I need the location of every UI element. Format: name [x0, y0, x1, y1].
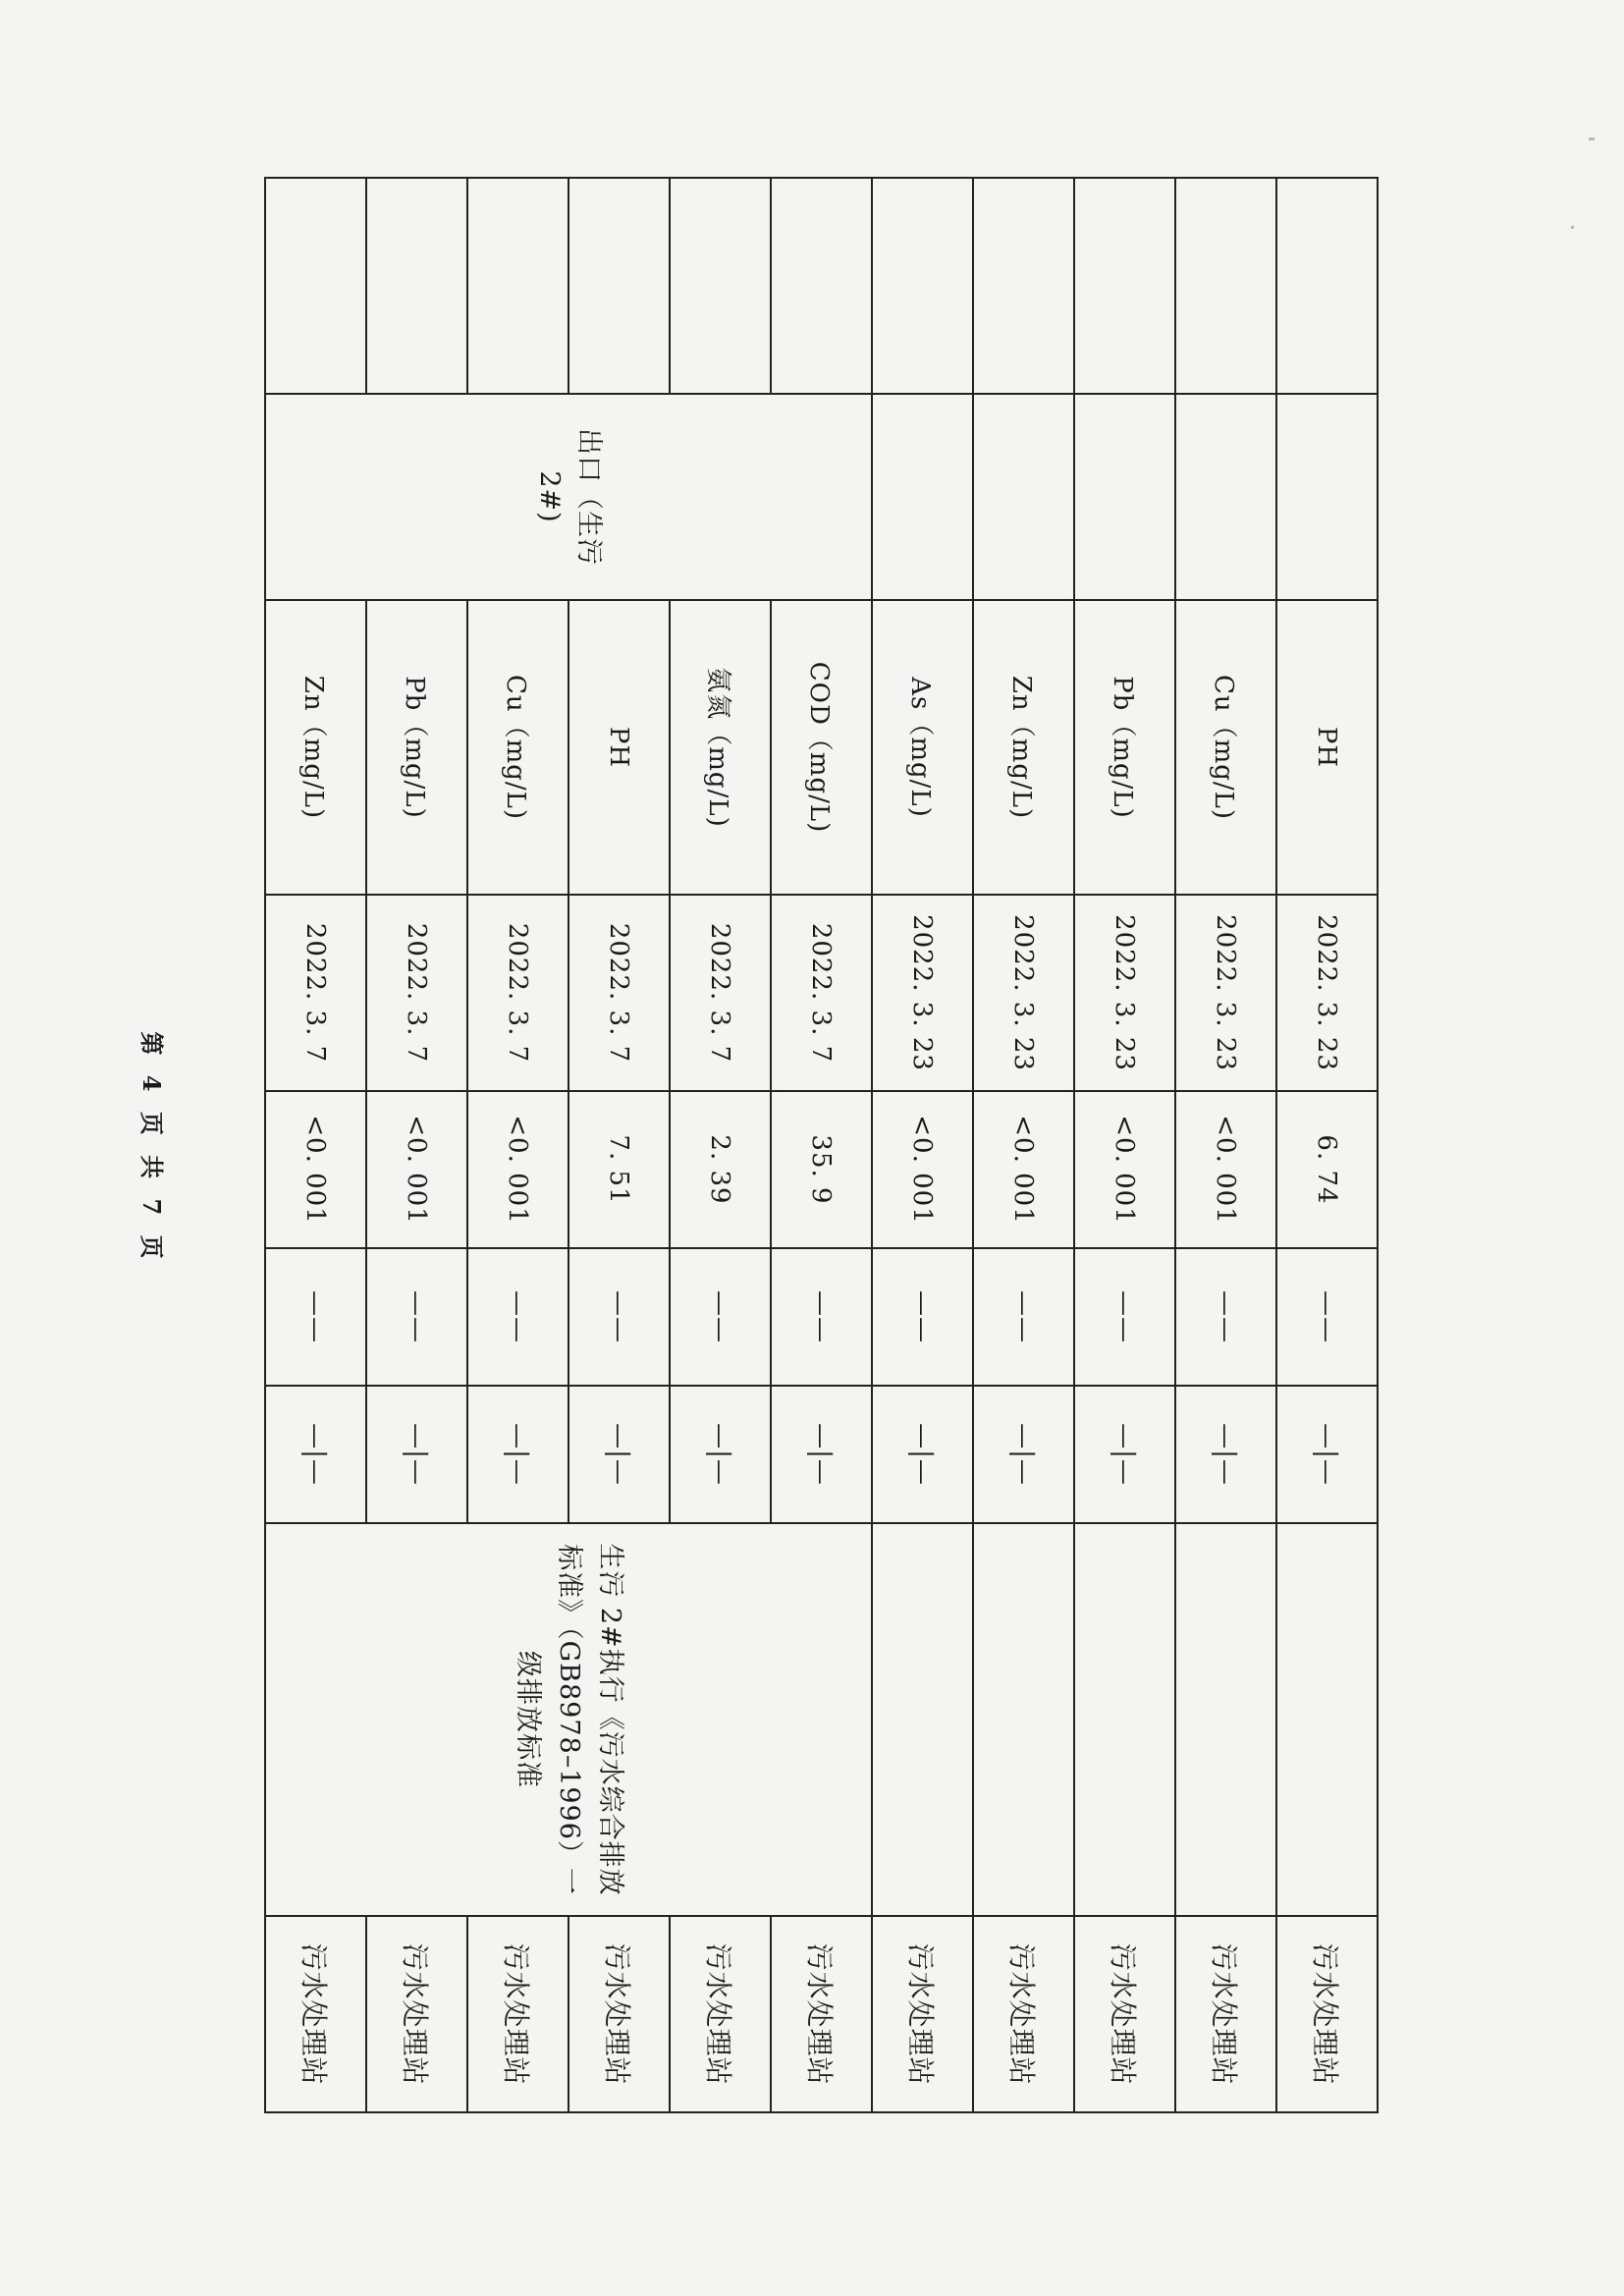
table-row [872, 178, 973, 2112]
ghost-cell [265, 178, 366, 394]
ghost-cell [771, 178, 872, 394]
dash-cell: —— [872, 1248, 973, 1386]
site-cell: 污水处理站 [872, 1916, 973, 2112]
result-value: <0. 001 [872, 1091, 973, 1248]
ghost-cell [1074, 394, 1175, 600]
site-cell: 污水处理站 [366, 1916, 467, 2112]
ghost-cell [872, 178, 973, 394]
sampling-date: 2022. 3. 7 [771, 895, 872, 1091]
site-cell: 污水处理站 [973, 1916, 1074, 2112]
monitoring-table [264, 177, 1379, 2113]
test-item: 氨氮（mg/L) [670, 600, 771, 895]
standard-text: 生污 2#执行《污水综合排放标准》（GB8978–1996）一级排放标准 [265, 1523, 872, 1916]
dash-cell: —|— [265, 1386, 366, 1523]
result-value: <0. 001 [467, 1091, 568, 1248]
sampling-location: 出口（生污2#) [265, 394, 872, 600]
result-value: 6. 74 [1276, 1091, 1378, 1248]
ghost-cell [973, 1523, 1074, 1916]
test-item: Zn（mg/L) [265, 600, 366, 895]
scan-speck [1571, 226, 1574, 229]
result-value: <0. 001 [973, 1091, 1074, 1248]
result-value: 35. 9 [771, 1091, 872, 1248]
dash-cell: —|— [1175, 1386, 1276, 1523]
page-number: 第 4 页 共 7 页 [137, 1031, 166, 1265]
dash-cell: —|— [670, 1386, 771, 1523]
ghost-cell [1074, 178, 1175, 394]
result-value: <0. 001 [1074, 1091, 1175, 1248]
scan-speck [1589, 137, 1595, 140]
ghost-cell [872, 1523, 973, 1916]
sampling-date: 2022. 3. 23 [872, 895, 973, 1091]
result-value: 7. 51 [568, 1091, 670, 1248]
sampling-date: 2022. 3. 23 [973, 895, 1074, 1091]
sampling-date: 2022. 3. 23 [1276, 895, 1378, 1091]
dash-cell: —|— [973, 1386, 1074, 1523]
ghost-cell [1276, 394, 1378, 600]
test-item: Cu（mg/L) [467, 600, 568, 895]
result-value: 2. 39 [670, 1091, 771, 1248]
dash-cell: —— [1175, 1248, 1276, 1386]
dash-cell: —|— [1074, 1386, 1175, 1523]
table-row [1074, 178, 1175, 2112]
test-item: Zn（mg/L) [973, 600, 1074, 895]
ghost-cell [1074, 1523, 1175, 1916]
site-cell: 污水处理站 [568, 1916, 670, 2112]
ghost-cell [1175, 178, 1276, 394]
site-cell: 污水处理站 [670, 1916, 771, 2112]
dash-cell: —|— [467, 1386, 568, 1523]
dash-cell: —|— [771, 1386, 872, 1523]
sampling-date: 2022. 3. 7 [265, 895, 366, 1091]
result-value: <0. 001 [366, 1091, 467, 1248]
table-row [771, 178, 872, 2112]
sampling-date: 2022. 3. 7 [670, 895, 771, 1091]
table-row [1175, 178, 1276, 2112]
site-cell: 污水处理站 [1276, 1916, 1378, 2112]
dash-cell: —|— [568, 1386, 670, 1523]
ghost-cell [366, 178, 467, 394]
dash-cell: —|— [872, 1386, 973, 1523]
ghost-cell [973, 178, 1074, 394]
sampling-date: 2022. 3. 7 [568, 895, 670, 1091]
ghost-cell [568, 178, 670, 394]
dash-cell: —— [366, 1248, 467, 1386]
ghost-cell [670, 178, 771, 394]
dash-cell: —— [568, 1248, 670, 1386]
test-item: COD（mg/L) [771, 600, 872, 895]
ghost-cell [467, 178, 568, 394]
test-item: PH [568, 600, 670, 895]
site-cell: 污水处理站 [265, 1916, 366, 2112]
dash-cell: —|— [366, 1386, 467, 1523]
sampling-date: 2022. 3. 7 [467, 895, 568, 1091]
sampling-date: 2022. 3. 23 [1074, 895, 1175, 1091]
result-value: <0. 001 [1175, 1091, 1276, 1248]
ghost-cell [1276, 1523, 1378, 1916]
test-item: Cu（mg/L) [1175, 600, 1276, 895]
site-cell: 污水处理站 [1074, 1916, 1175, 2112]
ghost-cell [1175, 1523, 1276, 1916]
result-value: <0. 001 [265, 1091, 366, 1248]
test-item: Pb（mg/L) [366, 600, 467, 895]
site-cell: 污水处理站 [1175, 1916, 1276, 2112]
dash-cell: —— [973, 1248, 1074, 1386]
dash-cell: —— [670, 1248, 771, 1386]
site-cell: 污水处理站 [467, 1916, 568, 2112]
dash-cell: —— [265, 1248, 366, 1386]
ghost-cell [1276, 178, 1378, 394]
ghost-cell [973, 394, 1074, 600]
ghost-cell [1175, 394, 1276, 600]
table-row [973, 178, 1074, 2112]
dash-cell: —— [771, 1248, 872, 1386]
test-item: As（mg/L) [872, 600, 973, 895]
dash-cell: —— [467, 1248, 568, 1386]
sampling-date: 2022. 3. 23 [1175, 895, 1276, 1091]
dash-cell: —|— [1276, 1386, 1378, 1523]
test-item: PH [1276, 600, 1378, 895]
dash-cell: —— [1276, 1248, 1378, 1386]
sampling-date: 2022. 3. 7 [366, 895, 467, 1091]
ghost-cell [872, 394, 973, 600]
site-cell: 污水处理站 [771, 1916, 872, 2112]
dash-cell: —— [1074, 1248, 1175, 1386]
table-row [1276, 178, 1378, 2112]
test-item: Pb（mg/L) [1074, 600, 1175, 895]
